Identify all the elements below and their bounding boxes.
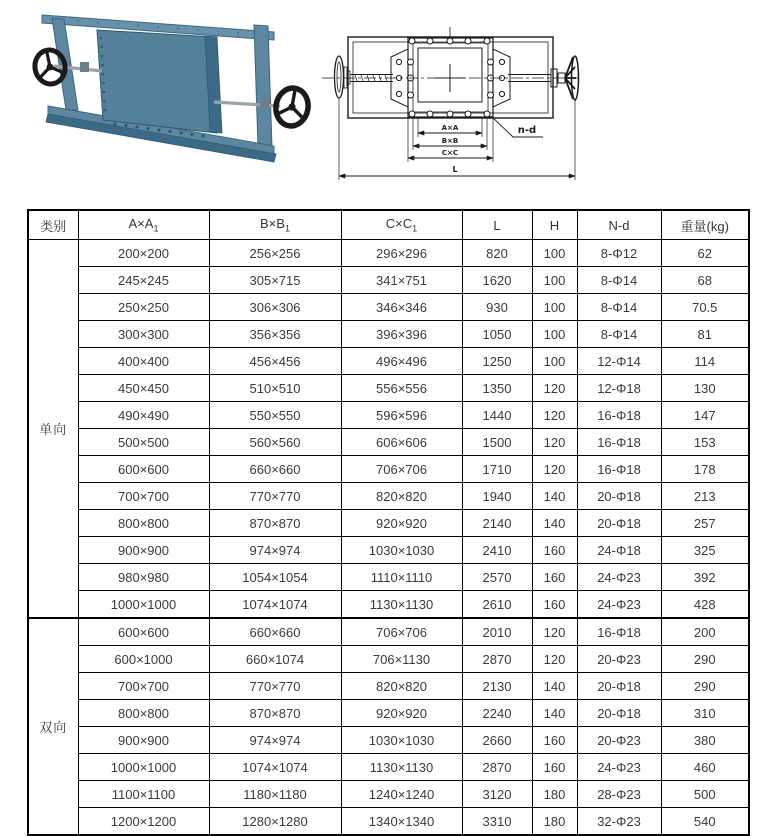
table-row <box>28 808 749 836</box>
table-cell: 250×250 <box>78 294 209 321</box>
table-cell: 500×500 <box>78 429 209 456</box>
dim-label-cxc: C×C <box>441 149 459 157</box>
left-hub-1 <box>344 67 347 88</box>
table-cell: 1250 <box>462 348 532 375</box>
table-cell: 306×306 <box>209 294 341 321</box>
table-cell: 62 <box>661 240 749 267</box>
table-cell: 700×700 <box>78 673 209 700</box>
table-cell: 456×456 <box>209 348 341 375</box>
table-cell: 820×820 <box>341 483 462 510</box>
col-header-c: $C\times C_1$ <box>341 210 462 240</box>
table-cell: 100 <box>532 294 577 321</box>
table-cell: 1030×1030 <box>341 727 462 754</box>
table-cell: 660×660 <box>209 456 341 483</box>
table-row <box>28 673 749 700</box>
table-cell: 1180×1180 <box>209 781 341 808</box>
table-cell: 100 <box>532 240 577 267</box>
table-cell: 596×596 <box>341 402 462 429</box>
table-cell: 1110×1110 <box>341 564 462 591</box>
dim-label-bxb: B×B <box>441 137 459 145</box>
table-cell: 20-Φ18 <box>577 700 661 727</box>
table-cell: 130 <box>661 375 749 402</box>
table-cell: 305×715 <box>209 267 341 294</box>
table-cell: 200×200 <box>78 240 209 267</box>
table-cell: 706×706 <box>341 618 462 646</box>
col-header-category: 类别 <box>28 210 78 240</box>
table-row <box>28 267 749 294</box>
table-cell: 140 <box>532 700 577 727</box>
table-cell: 81 <box>661 321 749 348</box>
table-cell: 700×700 <box>78 483 209 510</box>
table-cell: 3310 <box>462 808 532 836</box>
table-row <box>28 537 749 564</box>
table-cell: 245×245 <box>78 267 209 294</box>
right-handwheel <box>273 86 311 129</box>
table-cell: 290 <box>661 646 749 673</box>
table-cell: 820 <box>462 240 532 267</box>
table-cell: 1240×1240 <box>341 781 462 808</box>
table-cell: 450×450 <box>78 375 209 402</box>
table-cell: 296×296 <box>341 240 462 267</box>
table-cell: 600×600 <box>78 456 209 483</box>
table-cell: 8-Φ14 <box>577 321 661 348</box>
table-cell: 257 <box>661 510 749 537</box>
table-row <box>28 402 749 429</box>
table-cell: 200 <box>661 618 749 646</box>
table-cell: 800×800 <box>78 700 209 727</box>
table-cell: 8-Φ12 <box>577 240 661 267</box>
table-row <box>28 456 749 483</box>
table-cell: 1000×1000 <box>78 591 209 619</box>
col-header-b: $B\times B_1$ <box>209 210 341 240</box>
table-cell: 606×606 <box>341 429 462 456</box>
table-cell: 1440 <box>462 402 532 429</box>
table-cell: 180 <box>532 781 577 808</box>
table-cell: 2010 <box>462 618 532 646</box>
table-cell: 20-Φ18 <box>577 483 661 510</box>
table-cell: 1074×1074 <box>209 754 341 781</box>
table-cell: 870×870 <box>209 510 341 537</box>
table-cell: 428 <box>661 591 749 619</box>
nd-label: n-d <box>517 125 537 136</box>
table-cell: 1940 <box>462 483 532 510</box>
table-cell: 1000×1000 <box>78 754 209 781</box>
table-cell: 660×660 <box>209 618 341 646</box>
table-cell: 12-Φ14 <box>577 348 661 375</box>
col-header-a: $A\times A_1$ <box>78 210 209 240</box>
table-cell: 325 <box>661 537 749 564</box>
table-cell: 8-Φ14 <box>577 267 661 294</box>
table-cell: 1074×1074 <box>209 591 341 619</box>
table-cell: 920×920 <box>341 510 462 537</box>
table-cell: 460 <box>661 754 749 781</box>
table-cell: 974×974 <box>209 537 341 564</box>
table-cell: 70.5 <box>661 294 749 321</box>
table-cell: 120 <box>532 618 577 646</box>
table-cell: 160 <box>532 754 577 781</box>
table-cell: 556×556 <box>341 375 462 402</box>
header-row <box>28 210 749 240</box>
left-shaft-nut <box>80 62 89 72</box>
table-cell: 114 <box>661 348 749 375</box>
table-cell: 2570 <box>462 564 532 591</box>
table-row <box>28 483 749 510</box>
table-cell: 900×900 <box>78 537 209 564</box>
table-row <box>28 564 749 591</box>
table-cell: 1130×1130 <box>341 591 462 619</box>
table-cell: 496×496 <box>341 348 462 375</box>
table-row <box>28 429 749 456</box>
col-header-h: H <box>532 210 577 240</box>
table-cell: 140 <box>532 673 577 700</box>
table-cell: 920×920 <box>341 700 462 727</box>
table-cell: 120 <box>532 375 577 402</box>
table-cell: 1710 <box>462 456 532 483</box>
table-cell: 20-Φ23 <box>577 646 661 673</box>
table-cell: 68 <box>661 267 749 294</box>
table-cell: 8-Φ14 <box>577 294 661 321</box>
table-cell: 100 <box>532 348 577 375</box>
table-cell: 356×356 <box>209 321 341 348</box>
table-cell: 1130×1130 <box>341 754 462 781</box>
table-cell: 600×1000 <box>78 646 209 673</box>
table-cell: 12-Φ18 <box>577 375 661 402</box>
table-cell: 706×1130 <box>341 646 462 673</box>
table-cell: 1050 <box>462 321 532 348</box>
table-cell: 490×490 <box>78 402 209 429</box>
table-row <box>28 510 749 537</box>
table-cell: 160 <box>532 727 577 754</box>
table-cell: 256×256 <box>209 240 341 267</box>
table-cell: 120 <box>532 646 577 673</box>
category-cell: 双向 <box>28 618 78 835</box>
table-cell: 870×870 <box>209 700 341 727</box>
spec-table-body <box>28 240 749 836</box>
table-cell: 160 <box>532 564 577 591</box>
table-cell: 300×300 <box>78 321 209 348</box>
table-cell: 540 <box>661 808 749 836</box>
table-cell: 16-Φ18 <box>577 456 661 483</box>
table-cell: 16-Φ18 <box>577 618 661 646</box>
table-cell: 20-Φ23 <box>577 727 661 754</box>
gate-right-post <box>254 25 272 147</box>
table-cell: 930 <box>462 294 532 321</box>
table-cell: 2610 <box>462 591 532 619</box>
table-cell: 1350 <box>462 375 532 402</box>
category-cell: 单向 <box>28 240 78 619</box>
table-cell: 2870 <box>462 754 532 781</box>
table-cell: 346×346 <box>341 294 462 321</box>
table-row <box>28 754 749 781</box>
table-cell: 3120 <box>462 781 532 808</box>
gate-plate <box>97 30 217 133</box>
table-cell: 290 <box>661 673 749 700</box>
table-row <box>28 375 749 402</box>
table-cell: 32-Φ23 <box>577 808 661 836</box>
table-cell: 310 <box>661 700 749 727</box>
dim-label-axa: A×A <box>441 124 459 132</box>
table-cell: 770×770 <box>209 483 341 510</box>
table-cell: 120 <box>532 456 577 483</box>
table-cell: 160 <box>532 537 577 564</box>
table-cell: 20-Φ18 <box>577 510 661 537</box>
table-cell: 706×706 <box>341 456 462 483</box>
table-row <box>28 591 749 619</box>
table-row <box>28 781 749 808</box>
table-cell: 560×560 <box>209 429 341 456</box>
table-cell: 1340×1340 <box>341 808 462 836</box>
table-cell: 900×900 <box>78 727 209 754</box>
table-cell: 2140 <box>462 510 532 537</box>
table-cell: 100 <box>532 321 577 348</box>
table-cell: 147 <box>661 402 749 429</box>
table-cell: 396×396 <box>341 321 462 348</box>
table-cell: 2240 <box>462 700 532 727</box>
table-row <box>28 727 749 754</box>
table-cell: 16-Φ18 <box>577 429 661 456</box>
table-cell: 2660 <box>462 727 532 754</box>
dimension-drawing-svg <box>315 0 595 200</box>
table-cell: 2870 <box>462 646 532 673</box>
table-cell: 341×751 <box>341 267 462 294</box>
right-shaft-nut <box>260 98 269 108</box>
table-cell: 213 <box>661 483 749 510</box>
table-cell: 140 <box>532 483 577 510</box>
col-header-weight: 重量(kg) <box>661 210 749 240</box>
table-cell: 160 <box>532 591 577 619</box>
table-cell: 2410 <box>462 537 532 564</box>
table-cell: 550×550 <box>209 402 341 429</box>
spec-table <box>27 209 750 836</box>
table-cell: 180 <box>532 808 577 836</box>
right-wheel-spokes <box>565 57 576 99</box>
table-cell: 24-Φ23 <box>577 564 661 591</box>
gate-photo <box>18 6 320 182</box>
dim-label-l: L <box>452 165 458 174</box>
table-cell: 1280×1280 <box>209 808 341 836</box>
table-cell: 770×770 <box>209 673 341 700</box>
table-cell: 24-Φ23 <box>577 591 661 619</box>
table-cell: 1054×1054 <box>209 564 341 591</box>
table-cell: 400×400 <box>78 348 209 375</box>
table-cell: 28-Φ23 <box>577 781 661 808</box>
table-row <box>28 618 749 646</box>
table-cell: 510×510 <box>209 375 341 402</box>
table-cell: 2130 <box>462 673 532 700</box>
table-row <box>28 321 749 348</box>
table-cell: 1200×1200 <box>78 808 209 836</box>
dimension-drawing <box>315 0 595 200</box>
table-cell: 100 <box>532 267 577 294</box>
table-cell: 392 <box>661 564 749 591</box>
table-cell: 16-Φ18 <box>577 402 661 429</box>
table-cell: 140 <box>532 510 577 537</box>
table-cell: 500 <box>661 781 749 808</box>
gate-photo-svg <box>18 6 320 182</box>
table-cell: 1620 <box>462 267 532 294</box>
table-cell: 974×974 <box>209 727 341 754</box>
table-cell: 153 <box>661 429 749 456</box>
table-cell: 120 <box>532 429 577 456</box>
table-cell: 20-Φ18 <box>577 673 661 700</box>
table-row <box>28 700 749 727</box>
table-cell: 120 <box>532 402 577 429</box>
table-row <box>28 240 749 267</box>
table-row <box>28 294 749 321</box>
table-cell: 600×600 <box>78 618 209 646</box>
table-cell: 800×800 <box>78 510 209 537</box>
table-cell: 1100×1100 <box>78 781 209 808</box>
table-cell: 980×980 <box>78 564 209 591</box>
table-row <box>28 348 749 375</box>
col-header-l: L <box>462 210 532 240</box>
table-cell: 380 <box>661 727 749 754</box>
left-wheel-edge-inner <box>337 62 341 92</box>
table-cell: 1030×1030 <box>341 537 462 564</box>
table-row <box>28 646 749 673</box>
table-cell: 178 <box>661 456 749 483</box>
table-cell: 24-Φ18 <box>577 537 661 564</box>
table-cell: 24-Φ23 <box>577 754 661 781</box>
table-cell: 820×820 <box>341 673 462 700</box>
table-cell: 660×1074 <box>209 646 341 673</box>
col-header-nd: N-d <box>577 210 661 240</box>
table-cell: 1500 <box>462 429 532 456</box>
